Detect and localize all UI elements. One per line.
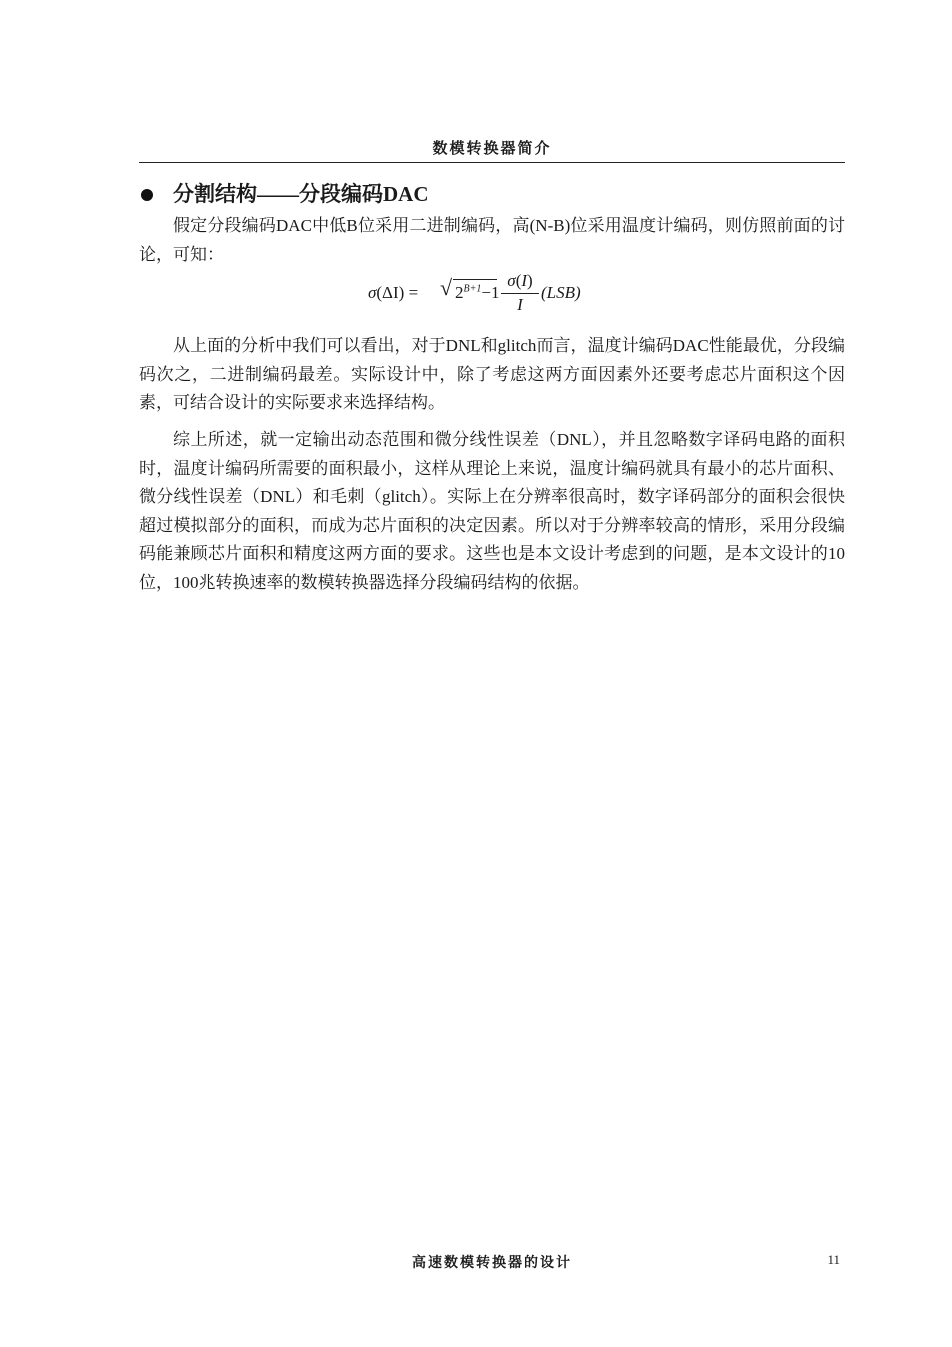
fraction-bar xyxy=(501,293,539,294)
paragraph-intro: 假定分段编码DAC中低B位采用二进制编码，高(N-B)位采用温度计编码，则仿照前面的讨论，可知： xyxy=(139,216,845,264)
formula-numerator: σ(I) xyxy=(507,271,533,290)
footer-title: 高速数模转换器的设计 xyxy=(412,1256,572,1271)
formula-denominator: I xyxy=(517,295,523,314)
formula-sigma-delta-i xyxy=(368,271,668,317)
formula-radicand: $2^{B+1}-1$ xyxy=(455,283,500,302)
bullet-icon xyxy=(141,189,153,201)
sqrt-sign-icon: √ xyxy=(440,275,453,300)
sqrt-overbar xyxy=(453,279,497,280)
header-rule xyxy=(139,162,845,163)
section-heading-text: 分割结构——分段编码DAC xyxy=(173,182,429,206)
section-heading xyxy=(139,179,845,209)
running-header-title: 数模转换器简介 xyxy=(432,141,552,157)
paragraph-analysis: 从上面的分析中我们可以看出，对于DNL和glitch而言，温度计编码DAC性能最优，分段编码次之，二进制编码最差。实际设计中，除了考虑这两方面因素外还要考虑芯片面积这个因素，可结合设计的实际要求来选择结构。 xyxy=(139,336,845,413)
formula-rhs: (LSB) xyxy=(541,283,581,302)
formula-lhs: σ(ΔI) = xyxy=(368,283,419,302)
paragraph-summary: 综上所述，就一定输出动态范围和微分线性误差（DNL），并且忽略数字译码电路的面积时，温度计编码所需要的面积最小，这样从理论上来说，温度计编码就具有最小的芯片面积、微分线性误差（DNL）和毛刺（glitch）。实际上在分辨率很高时，数字译码部分的面积会很快超过模拟部分的面积，而成为芯片面积的决定因素。所以对于分辨率较高的情形，采用分段编码能兼顾芯片面积和精度这两方面的要求。这些也是本文设计考虑到的问题，是本文设计的10位，100兆转换速率的数模转换器选择分段编码结构的依据。 xyxy=(139,430,845,592)
page-number: 11 xyxy=(827,1252,840,1267)
